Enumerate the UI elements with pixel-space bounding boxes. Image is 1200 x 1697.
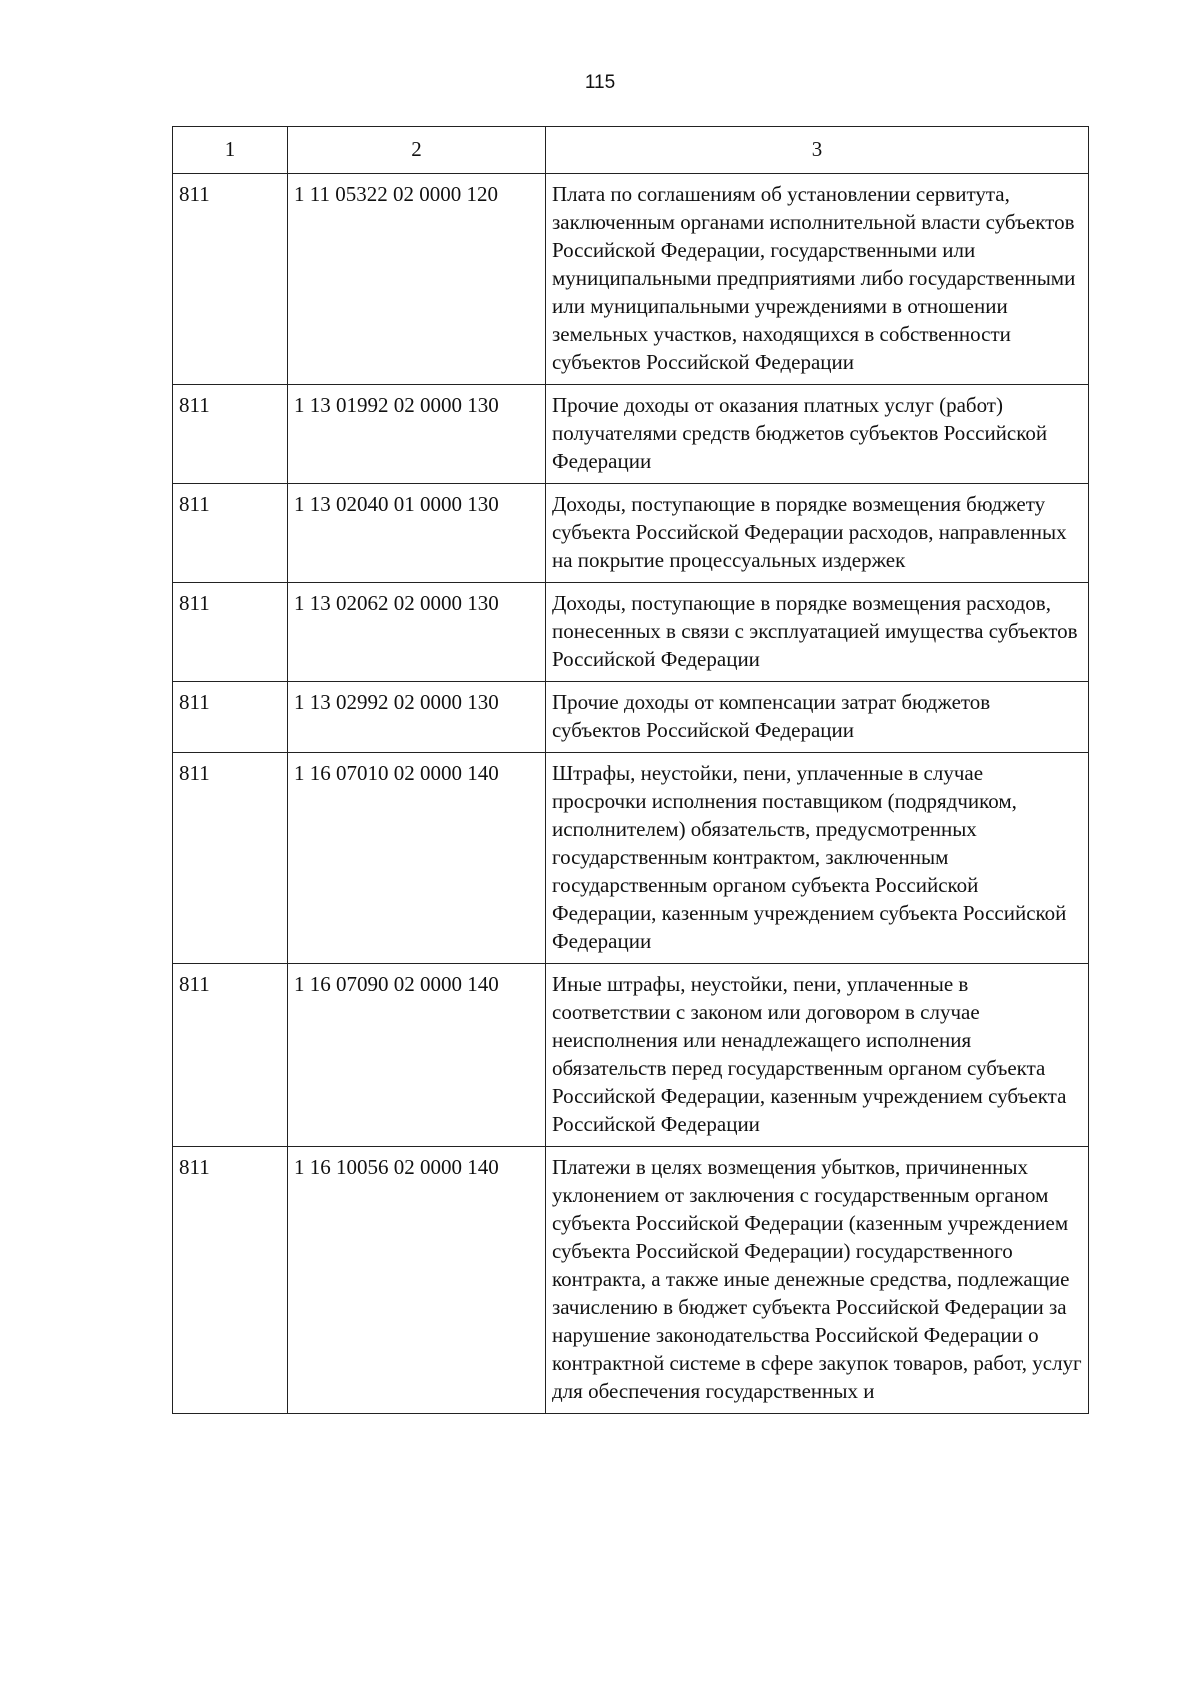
kbk-code-cell: 1 13 01992 02 0000 130 xyxy=(288,385,546,484)
table-row xyxy=(173,583,1089,682)
table-row xyxy=(173,174,1089,385)
admin-code-cell: 811 xyxy=(173,174,288,385)
description-cell: Доходы, поступающие в порядке возмещения расходов, понесенных в связи с эксплуатацией имущества субъектов Российской Федерации xyxy=(546,583,1089,682)
kbk-code-cell: 1 16 07010 02 0000 140 xyxy=(288,753,546,964)
description-cell: Прочие доходы от компенсации затрат бюджетов субъектов Российской Федерации xyxy=(546,682,1089,753)
table-row xyxy=(173,964,1089,1147)
kbk-code-cell: 1 11 05322 02 0000 120 xyxy=(288,174,546,385)
page-number: 115 xyxy=(584,72,616,93)
admin-code-cell: 811 xyxy=(173,964,288,1147)
kbk-code-cell: 1 13 02040 01 0000 130 xyxy=(288,484,546,583)
table-row xyxy=(173,385,1089,484)
admin-code-cell: 811 xyxy=(173,385,288,484)
kbk-code-cell: 1 16 07090 02 0000 140 xyxy=(288,964,546,1147)
column-header-3: 3 xyxy=(546,127,1089,174)
budget-codes-table xyxy=(172,126,1089,1414)
table-row xyxy=(173,484,1089,583)
kbk-code-cell: 1 16 10056 02 0000 140 xyxy=(288,1147,546,1414)
table-row xyxy=(173,753,1089,964)
admin-code-cell: 811 xyxy=(173,1147,288,1414)
description-cell: Прочие доходы от оказания платных услуг (работ) получателями средств бюджетов субъектов Российской Федерации xyxy=(546,385,1089,484)
admin-code-cell: 811 xyxy=(173,484,288,583)
table-row xyxy=(173,682,1089,753)
admin-code-cell: 811 xyxy=(173,682,288,753)
column-header-1: 1 xyxy=(173,127,288,174)
admin-code-cell: 811 xyxy=(173,583,288,682)
description-cell: Штрафы, неустойки, пени, уплаченные в случае просрочки исполнения поставщиком (подрядчиком, исполнителем) обязательств, предусмотренных государственным контрактом, заключенным государственным органом субъекта Российской Федерации, казенным учреждением субъекта Российской Федерации xyxy=(546,753,1089,964)
description-cell: Платежи в целях возмещения убытков, причиненных уклонением от заключения с государственным органом субъекта Российской Федерации (казенным учреждением субъекта Российской Федерации) государственного контракта, а также иные денежные средства, подлежащие зачислению в бюджет субъекта Российской Федерации за нарушение законодательства Российской Федерации о контрактной системе в сфере закупок товаров, работ, услуг для обеспечения государственных и xyxy=(546,1147,1089,1414)
kbk-code-cell: 1 13 02992 02 0000 130 xyxy=(288,682,546,753)
kbk-code-cell: 1 13 02062 02 0000 130 xyxy=(288,583,546,682)
admin-code-cell: 811 xyxy=(173,753,288,964)
description-cell: Плата по соглашениям об установлении сервитута, заключенным органами исполнительной власти субъектов Российской Федерации, государственными или муниципальными предприятиями либо государственными или муниципальными учреждениями в отношении земельных участков, находящихся в собственности субъектов Российской Федерации xyxy=(546,174,1089,385)
table-header-row xyxy=(173,127,1089,174)
column-header-2: 2 xyxy=(288,127,546,174)
table-row xyxy=(173,1147,1089,1414)
description-cell: Доходы, поступающие в порядке возмещения бюджету субъекта Российской Федерации расходов, направленных на покрытие процессуальных издержек xyxy=(546,484,1089,583)
description-cell: Иные штрафы, неустойки, пени, уплаченные в соответствии с законом или договором в случае неисполнения или ненадлежащего исполнения обязательств перед государственным органом субъекта Российской Федерации, казенным учреждением субъекта Российской Федерации xyxy=(546,964,1089,1147)
